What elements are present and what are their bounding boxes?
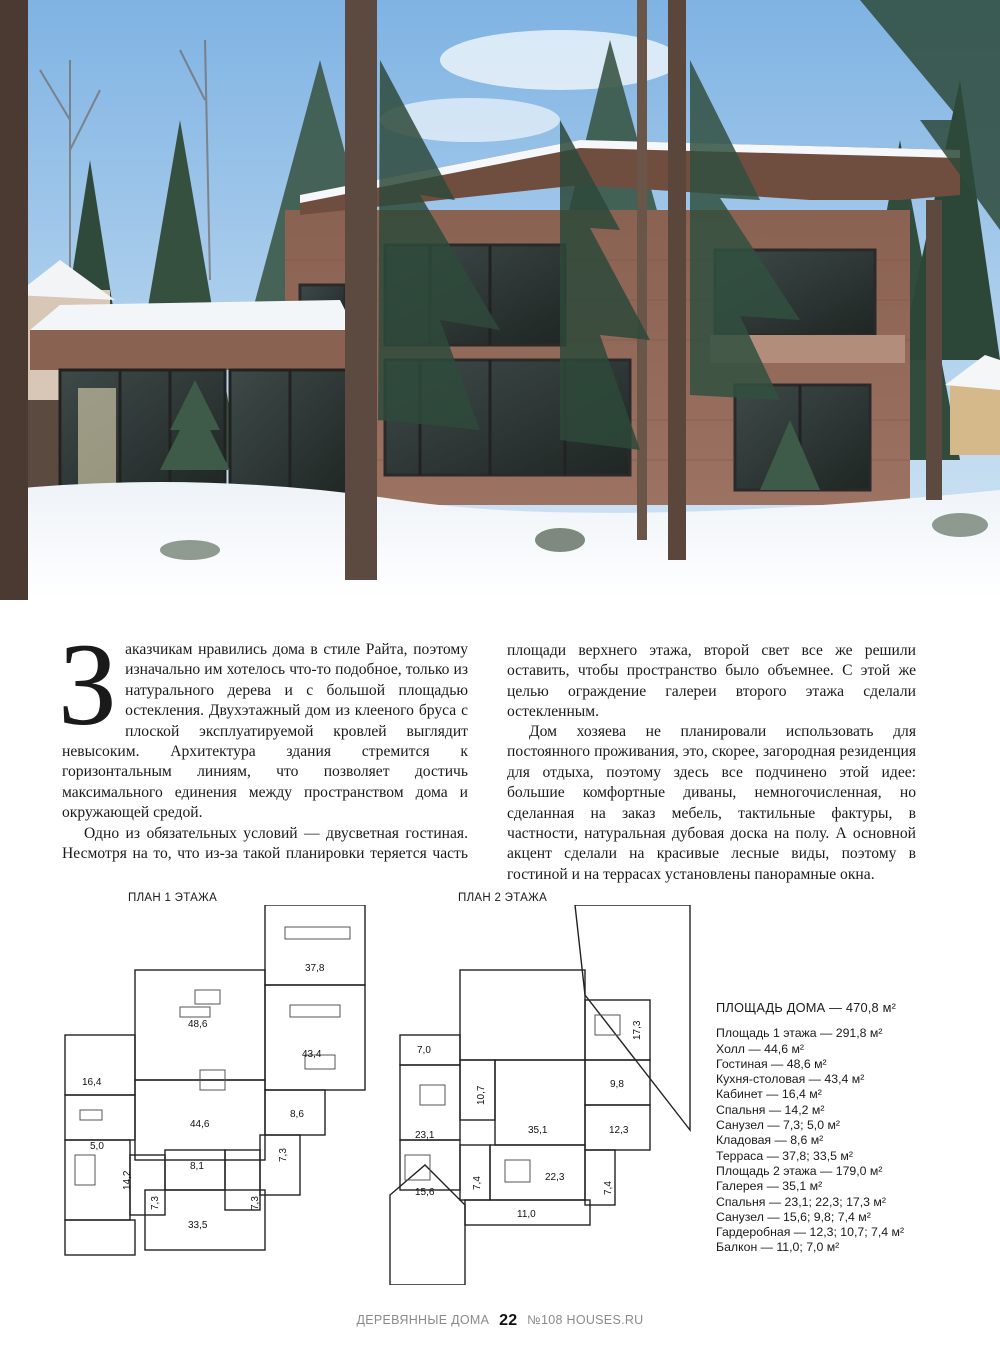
area-label: 44,6 [190, 1119, 210, 1130]
area-item: Гостиная — 48,6 м² [716, 1056, 827, 1071]
area-label: 15,6 [415, 1187, 435, 1198]
paragraph-1-text: аказчикам нравились дома в стиле Райта, поэтому изначально им хотелось что-то подобное, только из натурального дерева и с большой площадью остекления. Двухэтажный дом из клееного бруса с плоской эксплуатируемой кровлей выглядит невысоким. Архитектура здания стремится к горизонтальным линиям, что позволяет достичь максимального единения между пространством дома и окружающей средой. [62, 641, 468, 822]
house-photo [0, 0, 1000, 600]
area-item: Площадь 2 этажа — 179,0 м² [716, 1163, 883, 1178]
area-item: Терраса — 37,8; 33,5 м² [716, 1148, 853, 1163]
issue-info: №108 HOUSES.RU [527, 1313, 644, 1327]
area-label: 48,6 [188, 1019, 208, 1030]
area-label: 7,3 [150, 1196, 161, 1210]
paragraph-2-continued [507, 640, 916, 722]
paragraph-2: Одно из обязательных условий — двусветная гостиная. Несмотря на то, что из-за такой планировки теряется часть [62, 824, 468, 863]
area-label: 8,6 [290, 1109, 304, 1120]
drop-cap: З [58, 619, 118, 750]
area-label: 35,1 [528, 1125, 548, 1136]
area-item: Спальня — 14,2 м² [716, 1102, 825, 1117]
area-label: 7,3 [278, 1148, 289, 1162]
floor-2-plan [385, 905, 705, 1290]
area-summary [716, 1000, 904, 1256]
area-item: Кладовая — 8,6 м² [716, 1133, 824, 1148]
area-label: 37,8 [305, 963, 325, 974]
page-number: 22 [499, 1312, 518, 1329]
area-label: 7,4 [472, 1176, 483, 1190]
article-column-left [58, 619, 468, 864]
area-item: Санузел — 15,6; 9,8; 7,4 м² [716, 1209, 871, 1224]
area-label: 23,1 [415, 1130, 435, 1141]
area-label: 7,3 [250, 1196, 261, 1210]
total-area: ПЛОЩАДЬ ДОМА — 470,8 м² [716, 1000, 897, 1015]
area-item: Холл — 44,6 м² [716, 1041, 805, 1056]
area-label: 12,3 [609, 1125, 629, 1136]
area-label: 22,3 [545, 1172, 565, 1183]
area-label: 16,4 [82, 1077, 102, 1088]
area-label: 5,0 [90, 1141, 104, 1152]
area-label: 11,0 [517, 1209, 536, 1220]
area-label: 17,3 [632, 1020, 643, 1040]
area-item: Галерея — 35,1 м² [716, 1179, 823, 1194]
page-footer [0, 1312, 1000, 1330]
area-item: Кухня-столовая — 43,4 м² [716, 1072, 865, 1087]
floor-2-plan-title: ПЛАН 2 ЭТАЖА [458, 892, 548, 904]
area-label: 10,7 [476, 1085, 487, 1105]
paragraph-1 [58, 619, 468, 824]
paragraph-3: Дом хозяева не планировали использовать для постоянного проживания, это, скорее, загородная резиденция для отдыха, поэтому здесь все подчинено этой идее: большие комфортные диваны, немногочисленная, но сделанная на заказ мебель, тактильные фактуры, в частности, натуральная дубовая доска на полу. А основной акцент сделали на красивые лесные виды, поэтому в гостиной и на террасах установлены панорамные окна. [507, 723, 916, 883]
area-label: 8,1 [190, 1161, 204, 1172]
area-item: Балкон — 11,0; 7,0 м² [716, 1240, 840, 1255]
area-label: 43,4 [302, 1049, 322, 1060]
area-item: Площадь 1 этажа — 291,8 м² [716, 1026, 883, 1041]
area-label: 9,8 [610, 1079, 624, 1090]
area-item: Спальня — 23,1; 22,3; 17,3 м² [716, 1194, 886, 1209]
area-label: 7,4 [603, 1181, 614, 1195]
area-item: Санузел — 7,3; 5,0 м² [716, 1118, 841, 1133]
area-item: Гардеробная — 12,3; 10,7; 7,4 м² [716, 1225, 905, 1240]
area-label: 7,0 [417, 1045, 431, 1056]
area-item: Кабинет — 16,4 м² [716, 1087, 822, 1102]
article-column-right [507, 640, 916, 885]
magazine-name: ДЕРЕВЯННЫЕ ДОМА [356, 1313, 490, 1327]
area-label: 33,5 [188, 1220, 208, 1231]
floor-1-plan-title: ПЛАН 1 ЭТАЖА [128, 892, 218, 904]
floor-1-plan [60, 905, 380, 1290]
paragraph-2-tail: площади верхнего этажа, второй свет все же решили оставить, чтобы пространство было объемнее. С этой же целью ограждение галереи второго этажа сделали остекленным. [507, 641, 916, 721]
area-label: 14,2 [122, 1170, 133, 1190]
